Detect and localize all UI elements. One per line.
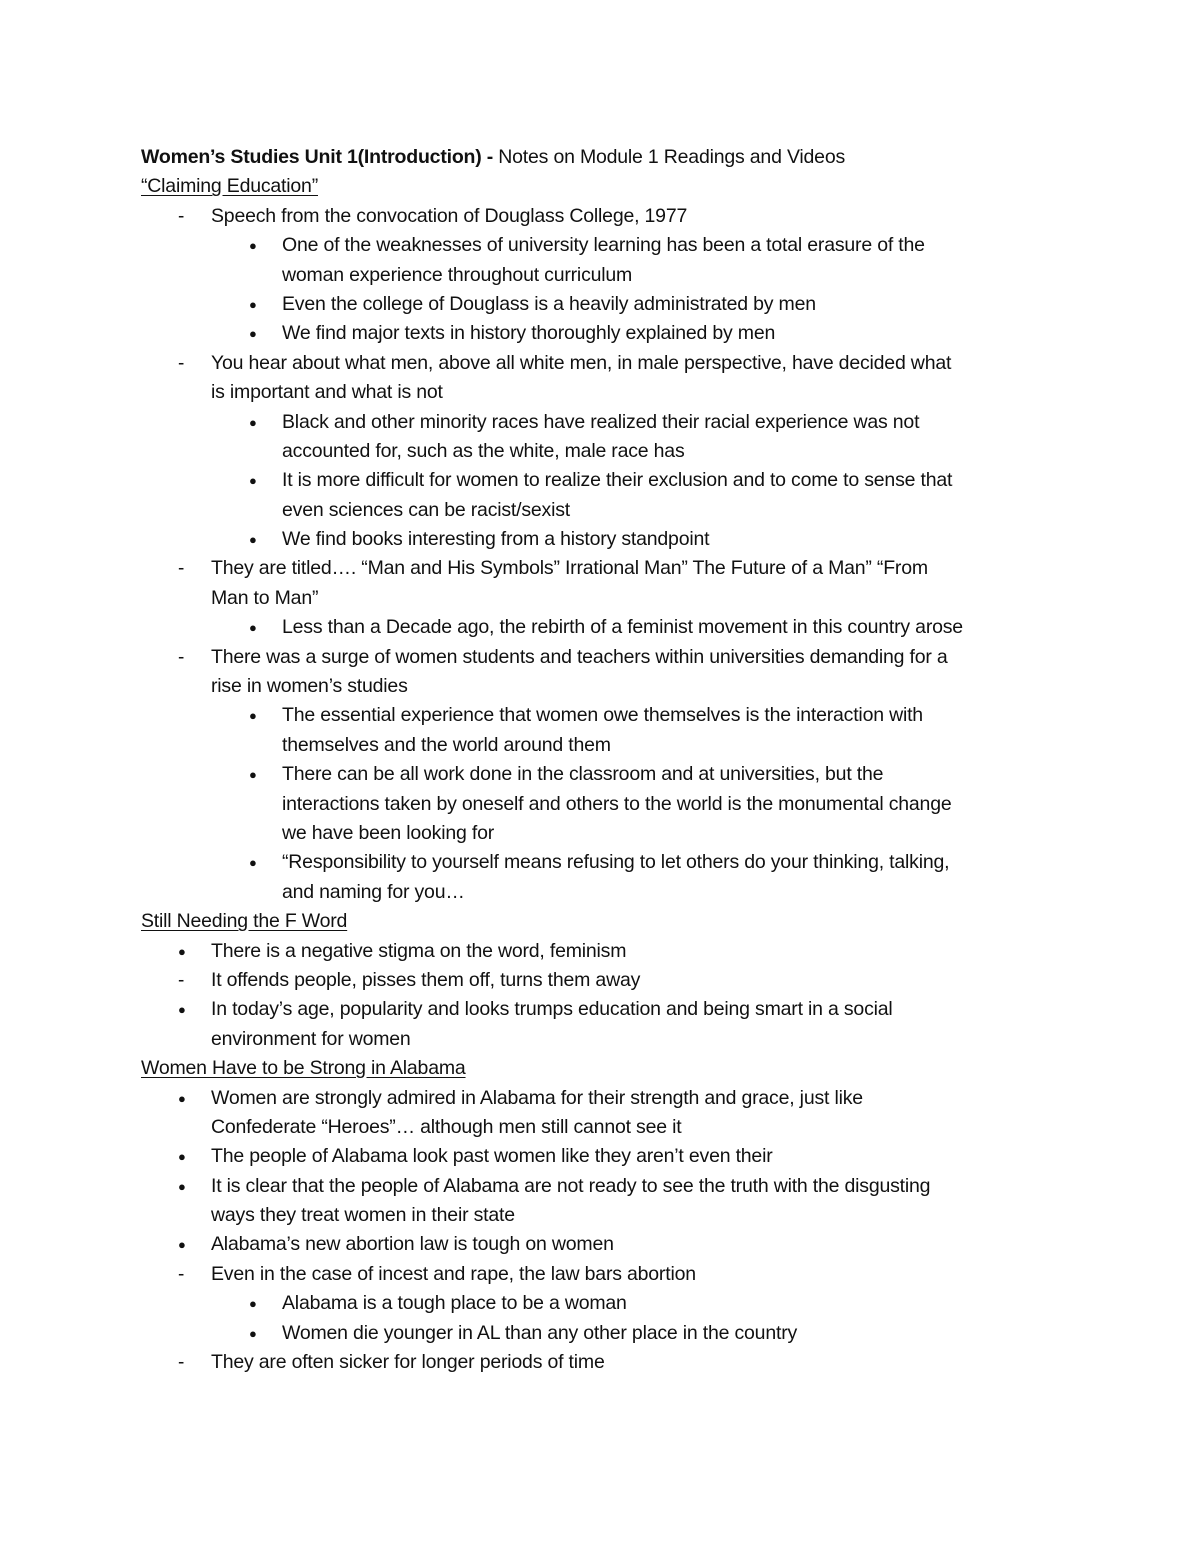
bullet-icon: ● [249,1325,257,1341]
list-item-text: We find major texts in history thoroughly explained by men [282,322,776,345]
list-item-text: One of the weaknesses of university learning has been a total erasure of the [282,234,925,257]
list-item-continuation [141,672,1071,701]
list-item-text: You hear about what men, above all white men, in male perspective, have decided what [211,351,952,374]
list-item-text: It offends people, pisses them off, turns them away [211,968,641,991]
list-item-text: Black and other minority races have realized their racial experience was not [282,410,920,433]
bullet-icon: ● [178,1090,186,1106]
list-item-text: There can be all work done in the classroom and at universities, but the [282,763,884,786]
list-item-text: Women are strongly admired in Alabama for their strength and grace, just like [211,1086,863,1109]
list-item [141,554,1071,583]
list-item-text: We find books interesting from a history standpoint [282,528,710,551]
list-item [141,408,1071,437]
bullet-icon: ● [249,326,257,342]
bullet-icon: ● [249,1296,257,1312]
list-item-continuation [141,496,1071,525]
list-item-text: It is more difficult for women to realize their exclusion and to come to sense that [282,469,953,492]
list-item-text: It is clear that the people of Alabama are not ready to see the truth with the disgusting [211,1174,931,1197]
list-item [141,466,1071,495]
dash-marker: - [178,646,185,668]
list-item-text: is important and what is not [211,381,443,404]
list-item-text: Confederate “Heroes”… although men still cannot see it [211,1115,682,1138]
list-item-continuation [141,819,1071,848]
list-item [141,848,1071,877]
bullet-icon: ● [249,767,257,783]
list-item-continuation [141,1113,1071,1142]
list-item [141,1319,1071,1348]
list-item-text: Man to Man” [211,586,319,609]
list-item-continuation [141,790,1071,819]
title-normal-part: Notes on Module 1 Readings and Videos [493,146,846,168]
bullet-icon: ● [249,414,257,430]
list-item-text: rise in women’s studies [211,675,408,698]
list-item-text: They are often sicker for longer periods of time [211,1351,605,1374]
bullet-icon: ● [249,855,257,871]
list-item-text: Even the college of Douglass is a heavily administrated by men [282,292,816,315]
bullet-icon: ● [178,1149,186,1165]
dash-marker: - [178,969,185,991]
list-item-text: Even in the case of incest and rape, the law bars abortion [211,1262,696,1285]
list-item-text: even sciences can be racist/sexist [282,498,571,521]
list-item-text: In today’s age, popularity and looks trumps education and being smart in a social [211,998,893,1021]
list-item [141,231,1071,260]
list-item-text: Less than a Decade ago, the rebirth of a feminist movement in this country arose [282,616,963,639]
list-item-text: Speech from the convocation of Douglass College, 1977 [211,204,688,227]
list-item-text: ways they treat women in their state [211,1204,515,1227]
list-item-continuation [141,261,1071,290]
bullet-icon: ● [249,238,257,254]
list-item [141,1084,1071,1113]
bullet-icon: ● [249,620,257,636]
list-item-text: themselves and the world around them [282,733,611,756]
list-item-text: environment for women [211,1027,411,1050]
list-item-continuation [141,378,1071,407]
list-item [141,701,1071,730]
list-item-text: we have been looking for [282,821,495,844]
section-heading: Women Have to be Strong in Alabama [141,1057,466,1080]
list-item-text: There is a negative stigma on the word, feminism [211,939,627,962]
bullet-icon: ● [178,1002,186,1018]
section-heading: Still Needing the F Word [141,910,348,933]
list-item-text: Alabama’s new abortion law is tough on women [211,1233,614,1256]
bullet-icon: ● [178,1178,186,1194]
list-item [141,525,1071,554]
list-item [141,1142,1071,1171]
list-item-text: and naming for you… [282,880,465,903]
list-item-continuation [141,1025,1071,1054]
bullet-icon: ● [249,532,257,548]
list-item [141,966,1071,995]
bullet-icon: ● [249,296,257,312]
dash-marker: - [178,558,185,580]
list-item-text: Alabama is a tough place to be a woman [282,1292,627,1315]
list-item-text: Women die younger in AL than any other place in the country [282,1321,798,1344]
bullet-icon: ● [178,943,186,959]
list-item [141,1348,1071,1377]
list-item [141,1230,1071,1259]
list-item-continuation [141,878,1071,907]
list-item-continuation [141,1201,1071,1230]
list-item [141,1172,1071,1201]
list-item [141,995,1071,1024]
bullet-icon: ● [249,473,257,489]
dash-marker: - [178,1352,185,1374]
title-bold-part: Women’s Studies Unit 1(Introduction) - [141,146,494,168]
list-item-text: woman experience throughout curriculum [282,263,633,286]
dash-marker: - [178,352,185,374]
dash-marker: - [178,205,185,227]
list-item-text: The essential experience that women owe themselves is the interaction with [282,704,923,727]
list-item [141,613,1071,642]
list-item [141,1260,1071,1289]
document-title [141,143,1071,172]
list-item [141,643,1071,672]
list-item [141,760,1071,789]
list-item-text: “Responsibility to yourself means refusing to let others do your thinking, talking, [282,851,950,874]
list-item-continuation [141,584,1071,613]
dash-marker: - [178,1263,185,1285]
section-heading: “Claiming Education” [141,175,318,198]
list-item [141,1289,1071,1318]
list-item-continuation [141,731,1071,760]
list-item-text: There was a surge of women students and teachers within universities demanding for a [211,645,948,668]
list-item-text: interactions taken by oneself and others to the world is the monumental change [282,792,952,815]
list-item [141,290,1071,319]
list-item [141,349,1071,378]
list-item-text: The people of Alabama look past women like they aren’t even their [211,1145,773,1168]
list-item [141,202,1071,231]
list-item [141,937,1071,966]
bullet-icon: ● [249,708,257,724]
bullet-icon: ● [178,1237,186,1253]
list-item-text: They are titled…. “Man and His Symbols” Irrational Man” The Future of a Man” “From [211,557,928,580]
list-item [141,319,1071,348]
list-item-text: accounted for, such as the white, male race has [282,439,685,462]
list-item-continuation [141,437,1071,466]
document-body [141,143,1071,1377]
